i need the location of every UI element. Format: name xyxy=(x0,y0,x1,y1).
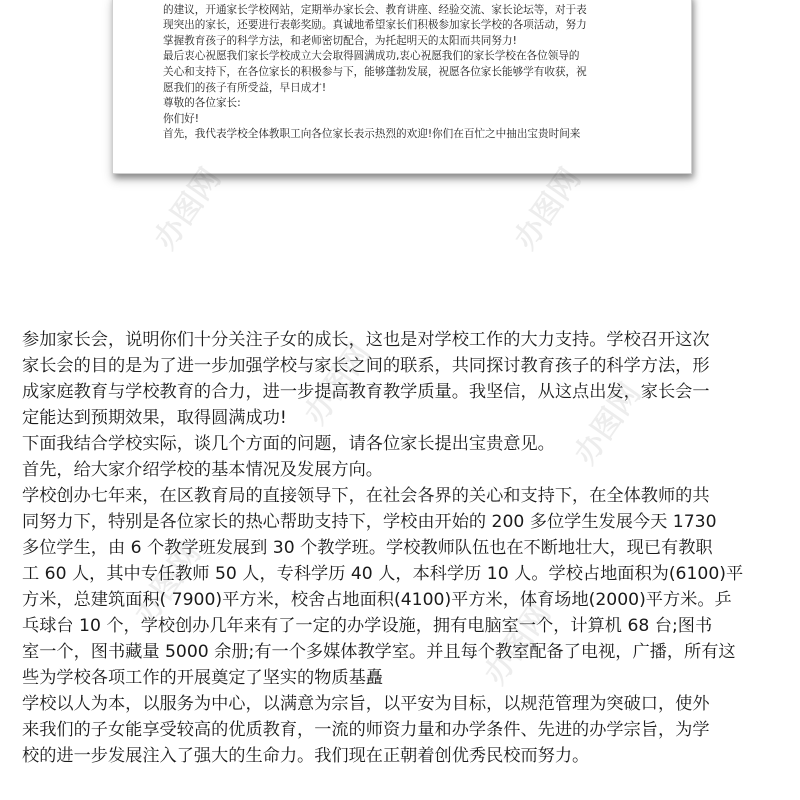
preview-line: 愿我们的孩子有所受益，早日成才! xyxy=(163,81,327,94)
watermark: 办图网 xyxy=(147,162,229,256)
preview-line: 关心和支持下，在各位家长的积极参与下，能够蓬勃发展，祝愿各位家长能够学有收获，祝 xyxy=(163,65,587,78)
watermark: 办图网 xyxy=(567,377,649,471)
body-line: 家长会的目的是为了进一步加强学校与家长之间的联系，共同探讨教育孩子的科学方法，形 xyxy=(22,356,710,376)
body-line: 乓球台 10 个，学校创办几年来有了一定的办学设施，拥有电脑室一个，计算机 68 台;图书 xyxy=(22,616,713,636)
body-line: 成家庭教育与学校教育的合力，进一步提高教育教学质量。我坚信，从这点出发，家长会一 xyxy=(22,382,710,402)
preview-line: 首先，我代表学校全体教职工向各位家长表示热烈的欢迎!你们在百忙之中抽出宝贵时间来 xyxy=(163,128,581,141)
body-line: 工 60 人，其中专任教师 50 人，专科学历 40 人，本科学历 10 人。学校占地面积为(6100)平 xyxy=(22,564,744,584)
body-line: 同努力下，特别是各位家长的热心帮助支持下，学校由开始的 200 多位学生发展今天 1730 xyxy=(22,512,717,532)
watermark: 办图网 xyxy=(297,337,379,431)
preview-line: 掌握教育孩子的科学方法，和老师密切配合，为托起明天的太阳而共同努力! xyxy=(163,34,517,47)
body-line: 参加家长会，说明你们十分关注子女的成长，这也是对学校工作的大力支持。学校召开这次 xyxy=(22,330,710,350)
watermark: 办图网 xyxy=(507,162,589,256)
body-line: 下面我结合学校实际，谈几个方面的问题，请各位家长提出宝贵意见。 xyxy=(22,434,555,454)
watermark: 办图网 xyxy=(477,597,559,691)
body-line: 来我们的子女能享受较高的优质教育，一流的师资力量和办学条件、先进的办学宗旨，为学 xyxy=(22,720,710,740)
body-line: 学校创办七年来，在区教育局的直接领导下，在社会各界的关心和支持下，在全体教师的共 xyxy=(22,486,710,506)
body-line: 学校以人为本，以服务为中心，以满意为宗旨，以平安为目标，以规范管理为突破口，使外 xyxy=(22,694,710,714)
body-line: 定能达到预期效果，取得圆满成功! xyxy=(22,408,287,428)
body-line: 室一个，图书藏量 5000 余册;有一个多媒体教学室。并且每个教室配备了电视，广播，所有这 xyxy=(22,642,736,662)
body-line: 些为学校各项工作的开展奠定了坚实的物质基矗 xyxy=(22,668,383,688)
body-line: 方米，总建筑面积( 7900)平方米，校舍占地面积(4100)平方米，体育场地(2000)平方米。乒 xyxy=(22,590,732,610)
body-line: 首先，给大家介绍学校的基本情况及发展方向。 xyxy=(22,460,383,480)
body-line: 多位学生，由 6 个教学班发展到 30 个教学班。学校教师队伍也在不断地壮大，现已有教职 xyxy=(22,538,713,558)
preview-line: 的建议，开通家长学校网站，定期举办家长会、教育讲座、经验交流、家长论坛等，对于表 xyxy=(163,3,587,16)
document-body xyxy=(22,327,782,769)
preview-line: 尊敬的各位家长: xyxy=(163,97,241,110)
preview-line: 你们好! xyxy=(163,112,200,125)
watermark: 办图网 xyxy=(127,537,209,631)
preview-line: 现突出的家长，还要进行表彰奖励。真诚地希望家长们积极参加家长学校的各项活动，努力 xyxy=(163,19,587,32)
preview-line: 最后衷心祝愿我们家长学校成立大会取得圆满成功,衷心祝愿我们的家长学校在各位领导的 xyxy=(163,50,580,63)
page-preview-card xyxy=(112,0,692,174)
body-line: 校的进一步发展注入了强大的生命力。我们现在正朝着创优秀民校而努力。 xyxy=(22,746,590,766)
preview-text-block xyxy=(163,0,692,143)
